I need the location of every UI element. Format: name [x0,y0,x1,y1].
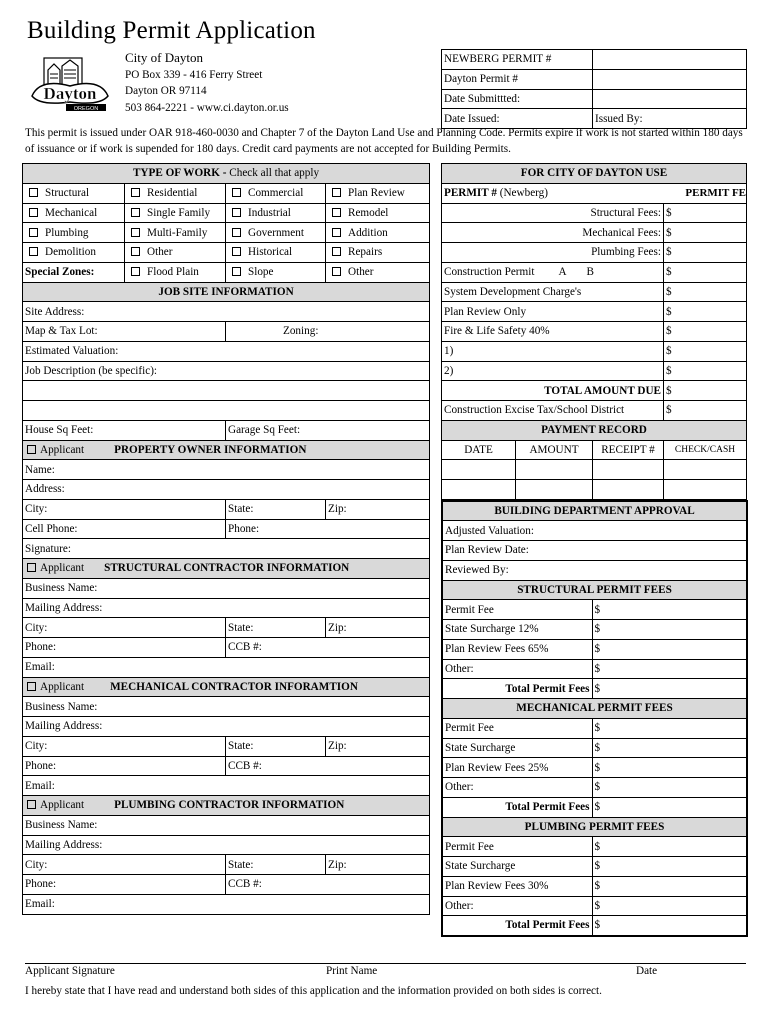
checkbox[interactable] [332,208,341,217]
fee-amount-field[interactable]: $ [592,876,747,896]
plumbing-ccb-field[interactable]: CCB #: [226,875,430,895]
fee-amount-field[interactable]: $ [592,896,747,916]
reviewed-by-field[interactable]: Reviewed By: [442,560,747,580]
fee-label: Total Permit Fees [442,916,592,936]
payment-date-cell[interactable] [442,460,516,480]
fee-label: Plan Review Fees 30% [442,876,592,896]
fee-amount-field[interactable]: $ [592,620,747,640]
garage-sqft-field[interactable]: Garage Sq Feet: [226,420,430,440]
payment-method-cell[interactable] [664,460,747,480]
city-use-header: FOR CITY OF DAYTON USE [442,164,747,184]
fee-label: Fire & Life Safety 40% [442,322,664,342]
signature-line [25,963,746,964]
fee-label: System Development Charge's [442,282,664,302]
fee-label: Other: [442,659,592,679]
valuation-field[interactable]: Estimated Valuation: [23,341,430,361]
work-type-checkbox[interactable]: Industrial [226,203,326,223]
plumbing-applicant-checkbox[interactable] [27,800,36,809]
structural-mailing-field[interactable]: Mailing Address: [23,598,430,618]
payment-record-header: PAYMENT RECORD [442,420,747,440]
structural-ccb-field[interactable]: CCB #: [226,638,430,658]
job-description-line[interactable] [23,401,430,421]
type-of-work-header: TYPE OF WORK - Check all that apply [23,164,430,184]
fee-label: Plan Review Only [442,302,664,322]
owner-signature-field[interactable]: Signature: [23,539,430,559]
svg-text:OREGON: OREGON [73,106,99,112]
owner-address-field[interactable]: Address: [23,480,430,500]
owner-city-field[interactable]: City: [23,499,226,519]
checkbox[interactable] [232,208,241,217]
checkbox[interactable] [29,228,38,237]
payment-amount-cell[interactable] [516,460,593,480]
applicant-form: TYPE OF WORK - Check all that apply Structural Residential Commercial Plan Review Mechanical Single Family Industrial Remodel Plumbing Multi-Family Government Addition Demolition Other Historical Repairs Special Zones: Flood Plain Slope Other JOB SITE INFORMATION Site Address: Map & Tax Lot: Zoning: Estimated Valuation: Job Description (be specific): House Sq Feet: Garage Sq Feet: Applicant PROPERTY OWNER INFORMATION Name: Address: City: State: Zip: Cell Phone: Phone: Signature: Applicant STRUCTURAL CONTRACTOR INFORMATION Business Name: Mailing Address: City: State: Zip: Phone: CCB #: Email: Applicant MECHANICAL CONTRACTOR INFORAMTION Business Name: Mailing Address: City: State: Zip: Phone: CCB #: Email: Applicant PLUMBING CONTRACTOR INFORMATION Business Name: Mailing Address: City: State: Zip: Phone: CCB #: Email: [22,163,430,915]
fee-label: Other: [442,896,592,916]
fee-label: Structural Fees: [442,203,664,223]
approval-header: BUILDING DEPARTMENT APPROVAL [442,501,747,521]
mechanical-ccb-field[interactable]: CCB #: [226,756,430,776]
plumbing-email-field[interactable]: Email: [23,894,430,914]
checkbox[interactable] [232,228,241,237]
owner-state-field[interactable]: State: [226,499,326,519]
payment-amount-cell[interactable] [516,480,593,500]
fee-label: Construction Excise Tax/School District [442,401,664,421]
structural-email-field[interactable]: Email: [23,657,430,677]
map-tax-lot-field[interactable]: Map & Tax Lot: [23,322,226,342]
payment-method-cell[interactable] [664,480,747,500]
adjusted-valuation-field[interactable]: Adjusted Valuation: [442,521,747,541]
fee-amount-field[interactable]: $ [592,639,747,659]
plumbing-business-field[interactable]: Business Name: [23,815,430,835]
plumbing-city-field[interactable]: City: [23,855,226,875]
payment-receipt-cell[interactable] [593,460,664,480]
mechanical-phone-field[interactable]: Phone: [23,756,226,776]
city-use-box: FOR CITY OF DAYTON USE PERMIT # (Newberg) PERMIT FE Structural Fees: $ Mechanical Fees: $ Plumbing Fees: $ Construction Permit A B $ System Development Charge's $ Plan Review Only $ Fire & Life Safety 40% $ 1) $ 2) $ TOTAL AMOUNT DUE $ Construction Excise Tax/School District $ PAYMENT RECORD DATE AMOUNT RECEIPT # CHECK/CASH [441,163,747,500]
intro-text: This permit is issued under OAR 918-460-0030 and Chapter 7 of the Dayton Land Use and Planning Code. Permits expire if work is not started within 180 days of issuance or if work is supended for 180 days. Credit card payments are not accepted for Building Permits. [25,127,743,155]
structural-applicant-checkbox[interactable] [27,563,36,572]
work-type-checkbox[interactable]: Structural [23,183,125,203]
fee-amount-field[interactable]: $ [664,262,747,282]
svg-text:Dayton: Dayton [43,84,97,103]
house-sqft-field[interactable]: House Sq Feet: [23,420,226,440]
work-type-checkbox[interactable]: Residential [125,183,226,203]
checkbox[interactable] [332,247,341,256]
fee-amount-field[interactable]: $ [592,916,747,936]
mechanical-email-field[interactable]: Email: [23,776,430,796]
zoning-field[interactable]: Zoning: [226,322,430,342]
fee-amount-field[interactable]: $ [592,679,747,699]
fee-label: Permit Fee [442,837,592,857]
owner-applicant-checkbox[interactable] [27,445,36,454]
work-type-checkbox[interactable]: Remodel [326,203,430,223]
fee-label: State Surcharge [442,857,592,877]
checkbox-other-zone[interactable]: Other [326,262,430,282]
approval-box [441,500,748,937]
fee-label: 1) [442,341,664,361]
work-type-checkbox[interactable]: Repairs [326,243,430,263]
permit-fees-header: MECHANICAL PERMIT FEES [442,699,747,719]
fee-amount-field[interactable]: $ [592,778,747,798]
owner-header: Applicant PROPERTY OWNER INFORMATION [23,440,430,460]
mechanical-mailing-field[interactable]: Mailing Address: [23,717,430,737]
page-title: Building Permit Application [27,17,316,44]
plumbing-state-field[interactable]: State: [226,855,326,875]
payment-date-cell[interactable] [442,480,516,500]
work-type-checkbox[interactable]: Mechanical [23,203,125,223]
permit-header-box: NEWBERG PERMIT # Dayton Permit # Date Submittted: Date Issued: Issued By: [441,49,747,129]
print-name-label: Print Name [326,965,378,977]
fee-amount-field[interactable]: $ [592,738,747,758]
fee-label: Total Permit Fees [442,797,592,817]
fee-amount-field[interactable]: $ [664,302,747,322]
structural-business-field[interactable]: Business Name: [23,578,430,598]
fee-label: Other: [442,778,592,798]
checkbox[interactable] [29,247,38,256]
job-description-field[interactable]: Job Description (be specific): [23,361,430,381]
fee-amount-field[interactable]: $ [664,282,747,302]
newberg-permit-field[interactable] [593,50,747,70]
fee-amount-field[interactable]: $ [592,718,747,738]
checkbox[interactable] [131,228,140,237]
structural-city-field[interactable]: City: [23,618,226,638]
work-type-checkbox[interactable]: Plan Review [326,183,430,203]
fee-amount-field[interactable]: $ [592,659,747,679]
work-type-checkbox[interactable]: Historical [226,243,326,263]
fee-amount-field[interactable]: $ [592,837,747,857]
work-type-checkbox[interactable]: Commercial [226,183,326,203]
structural-phone-field[interactable]: Phone: [23,638,226,658]
structural-state-field[interactable]: State: [226,618,326,638]
checkbox-flood-plain[interactable]: Flood Plain [125,262,226,282]
fee-label: Mechanical Fees: [442,223,664,243]
date-label: Date [636,965,658,977]
plumbing-zip-field[interactable]: Zip: [326,855,430,875]
fee-label: Plan Review Fees 25% [442,758,592,778]
fee-label: Permit Fee [442,600,592,620]
permit-fees-header: STRUCTURAL PERMIT FEES [442,580,747,600]
checkbox[interactable] [332,188,341,197]
job-site-header: JOB SITE INFORMATION [23,282,430,302]
applicant-signature-label: Applicant Signature [25,965,115,977]
city-address: City of Dayton PO Box 339 - 416 Ferry Street Dayton OR 97114 503 864-2221 - www.ci.dayton.or.us [125,50,289,114]
fee-amount-field[interactable]: $ [664,381,747,401]
plan-review-date-field[interactable]: Plan Review Date: [442,541,747,561]
checkbox-slope[interactable]: Slope [226,262,326,282]
fee-label: TOTAL AMOUNT DUE [442,381,664,401]
work-type-checkbox[interactable]: Multi-Family [125,223,226,243]
plumbing-contractor-header: Applicant PLUMBING CONTRACTOR INFORMATION [23,796,430,816]
fee-label: 2) [442,361,664,381]
fee-label: Construction Permit A B [442,262,664,282]
work-type-checkbox[interactable]: Addition [326,223,430,243]
issued-by-field[interactable]: Issued By: [593,109,747,129]
structural-zip-field[interactable]: Zip: [326,618,430,638]
owner-name-field[interactable]: Name: [23,460,430,480]
mechanical-business-field[interactable]: Business Name: [23,697,430,717]
fee-amount-field[interactable]: $ [592,857,747,877]
fee-amount-field[interactable]: $ [664,322,747,342]
fee-amount-field[interactable]: $ [664,223,747,243]
fee-amount-field[interactable]: $ [592,600,747,620]
owner-phone-field[interactable]: Phone: [226,519,430,539]
fee-amount-field[interactable]: $ [592,797,747,817]
fee-label: Total Permit Fees [442,679,592,699]
mechanical-city-field[interactable]: City: [23,736,226,756]
fee-amount-field[interactable]: $ [664,341,747,361]
plumbing-phone-field[interactable]: Phone: [23,875,226,895]
checkbox[interactable] [232,247,241,256]
certification-statement: I hereby state that I have read and understand both sides of this application and the information provided on both sides is correct. [25,985,602,997]
work-type-checkbox[interactable]: Government [226,223,326,243]
fee-amount-field[interactable]: $ [664,401,747,421]
fee-label: Plumbing Fees: [442,243,664,263]
checkbox[interactable] [332,228,341,237]
structural-contractor-header: Applicant STRUCTURAL CONTRACTOR INFORMATION [23,559,430,579]
mechanical-applicant-checkbox[interactable] [27,682,36,691]
checkbox[interactable] [131,247,140,256]
site-address-field[interactable]: Site Address: [23,302,430,322]
checkbox[interactable] [131,208,140,217]
checkbox[interactable] [29,188,38,197]
mechanical-zip-field[interactable]: Zip: [326,736,430,756]
payment-receipt-cell[interactable] [593,480,664,500]
fee-amount-field[interactable]: $ [664,361,747,381]
plumbing-mailing-field[interactable]: Mailing Address: [23,835,430,855]
owner-cell-field[interactable]: Cell Phone: [23,519,226,539]
work-type-checkbox[interactable]: Plumbing [23,223,125,243]
work-type-checkbox[interactable]: Other [125,243,226,263]
fee-amount-field[interactable]: $ [664,243,747,263]
owner-zip-field[interactable]: Zip: [326,499,430,519]
date-submitted-field[interactable] [593,89,747,109]
fee-amount-field[interactable]: $ [592,758,747,778]
work-type-checkbox[interactable]: Single Family [125,203,226,223]
checkbox[interactable] [232,188,241,197]
checkbox[interactable] [29,208,38,217]
permit-fees-header: PLUMBING PERMIT FEES [442,817,747,837]
dayton-permit-field[interactable] [593,69,747,89]
fee-label: Plan Review Fees 65% [442,639,592,659]
mechanical-state-field[interactable]: State: [226,736,326,756]
job-description-line[interactable] [23,381,430,401]
fee-label: Permit Fee [442,718,592,738]
city-logo [30,56,110,112]
mechanical-contractor-header: Applicant MECHANICAL CONTRACTOR INFORAMTION [23,677,430,697]
checkbox[interactable] [131,188,140,197]
work-type-checkbox[interactable]: Demolition [23,243,125,263]
fee-amount-field[interactable]: $ [664,203,747,223]
fee-label: State Surcharge 12% [442,620,592,640]
fee-label: State Surcharge [442,738,592,758]
